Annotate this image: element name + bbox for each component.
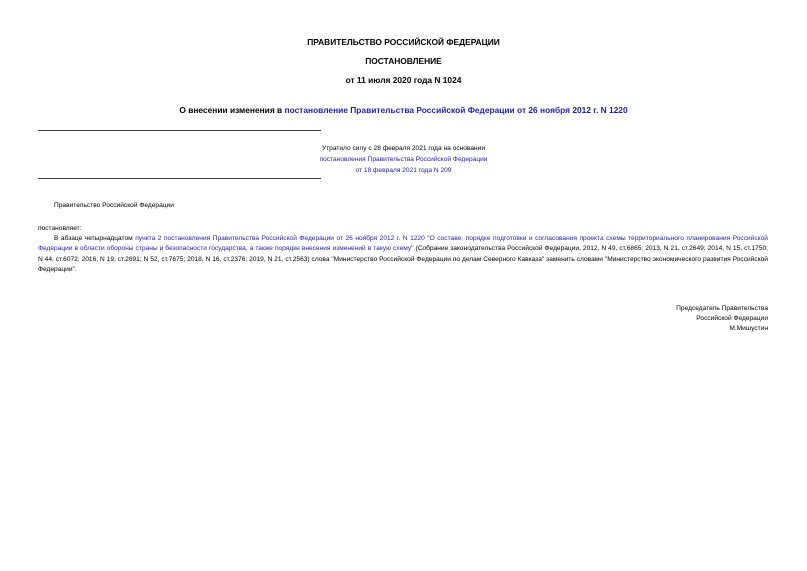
para-rest: (Собрание законодательства Российской Федерации, 2012, N 49, ст.6865; 2013, N 21, ст.2649; 2014, N 15, ст.1750; N 44, ст.6072; 2016, N 19, ст.2691; N 52, ст.7675; 2018, N 16, ст.2376; 2019, N 21, ст.2563) слова "Министерство Российской Федерации по делам Северного Кавказа" заменить словами "Министерство экономического развития Российской Федерации".: [38, 245, 768, 273]
signature-block: [676, 304, 768, 335]
signature-line-2: Российской Федерации: [696, 315, 768, 323]
body-block: [38, 224, 768, 275]
header-org: ПРАВИТЕЛЬСТВО РОССИЙСКОЙ ФЕДЕРАЦИИ: [307, 37, 500, 47]
para-prefix: В абзаце четырнадцатом: [54, 235, 136, 243]
intro-text: Правительство Российской Федерации: [54, 202, 174, 209]
document-title: [0, 105, 807, 115]
status-center: [0, 143, 807, 176]
divider-top: [38, 130, 321, 131]
title-link[interactable]: постановление Правительства Российской Федерации от 26 ноября 2012 г. N 1220: [284, 105, 628, 115]
divider-bottom: [38, 178, 321, 179]
status-link-2[interactable]: от 18 февраля 2021 года N 209: [355, 167, 452, 174]
signature-line-1: Председатель Правительства: [676, 305, 768, 312]
decides-text: постановляет:: [38, 225, 82, 232]
header-date-number: от 11 июля 2020 года N 1024: [345, 75, 462, 85]
para-link[interactable]: пункта 2 постановления Правительства Российской Федерации от 26 ноября 2012 г. N 1220 "О составе, порядке подготовки и согласования проекта схемы территориального планирования Российской Федерации в области обороны страны и безопасности государства, а также порядке внесения изменений в такую схему": [38, 235, 768, 253]
amendment-paragraph: [38, 234, 768, 275]
title-prefix: О внесении изменения в: [179, 105, 285, 115]
header-doc-type: ПОСТАНОВЛЕНИЕ: [365, 56, 442, 66]
status-link-1[interactable]: постановления Правительства Российской Федерации: [319, 156, 488, 163]
status-text: Утратило силу с 28 февраля 2021 года на основании: [321, 145, 486, 152]
signature-name: М.Мишустин: [729, 325, 768, 333]
